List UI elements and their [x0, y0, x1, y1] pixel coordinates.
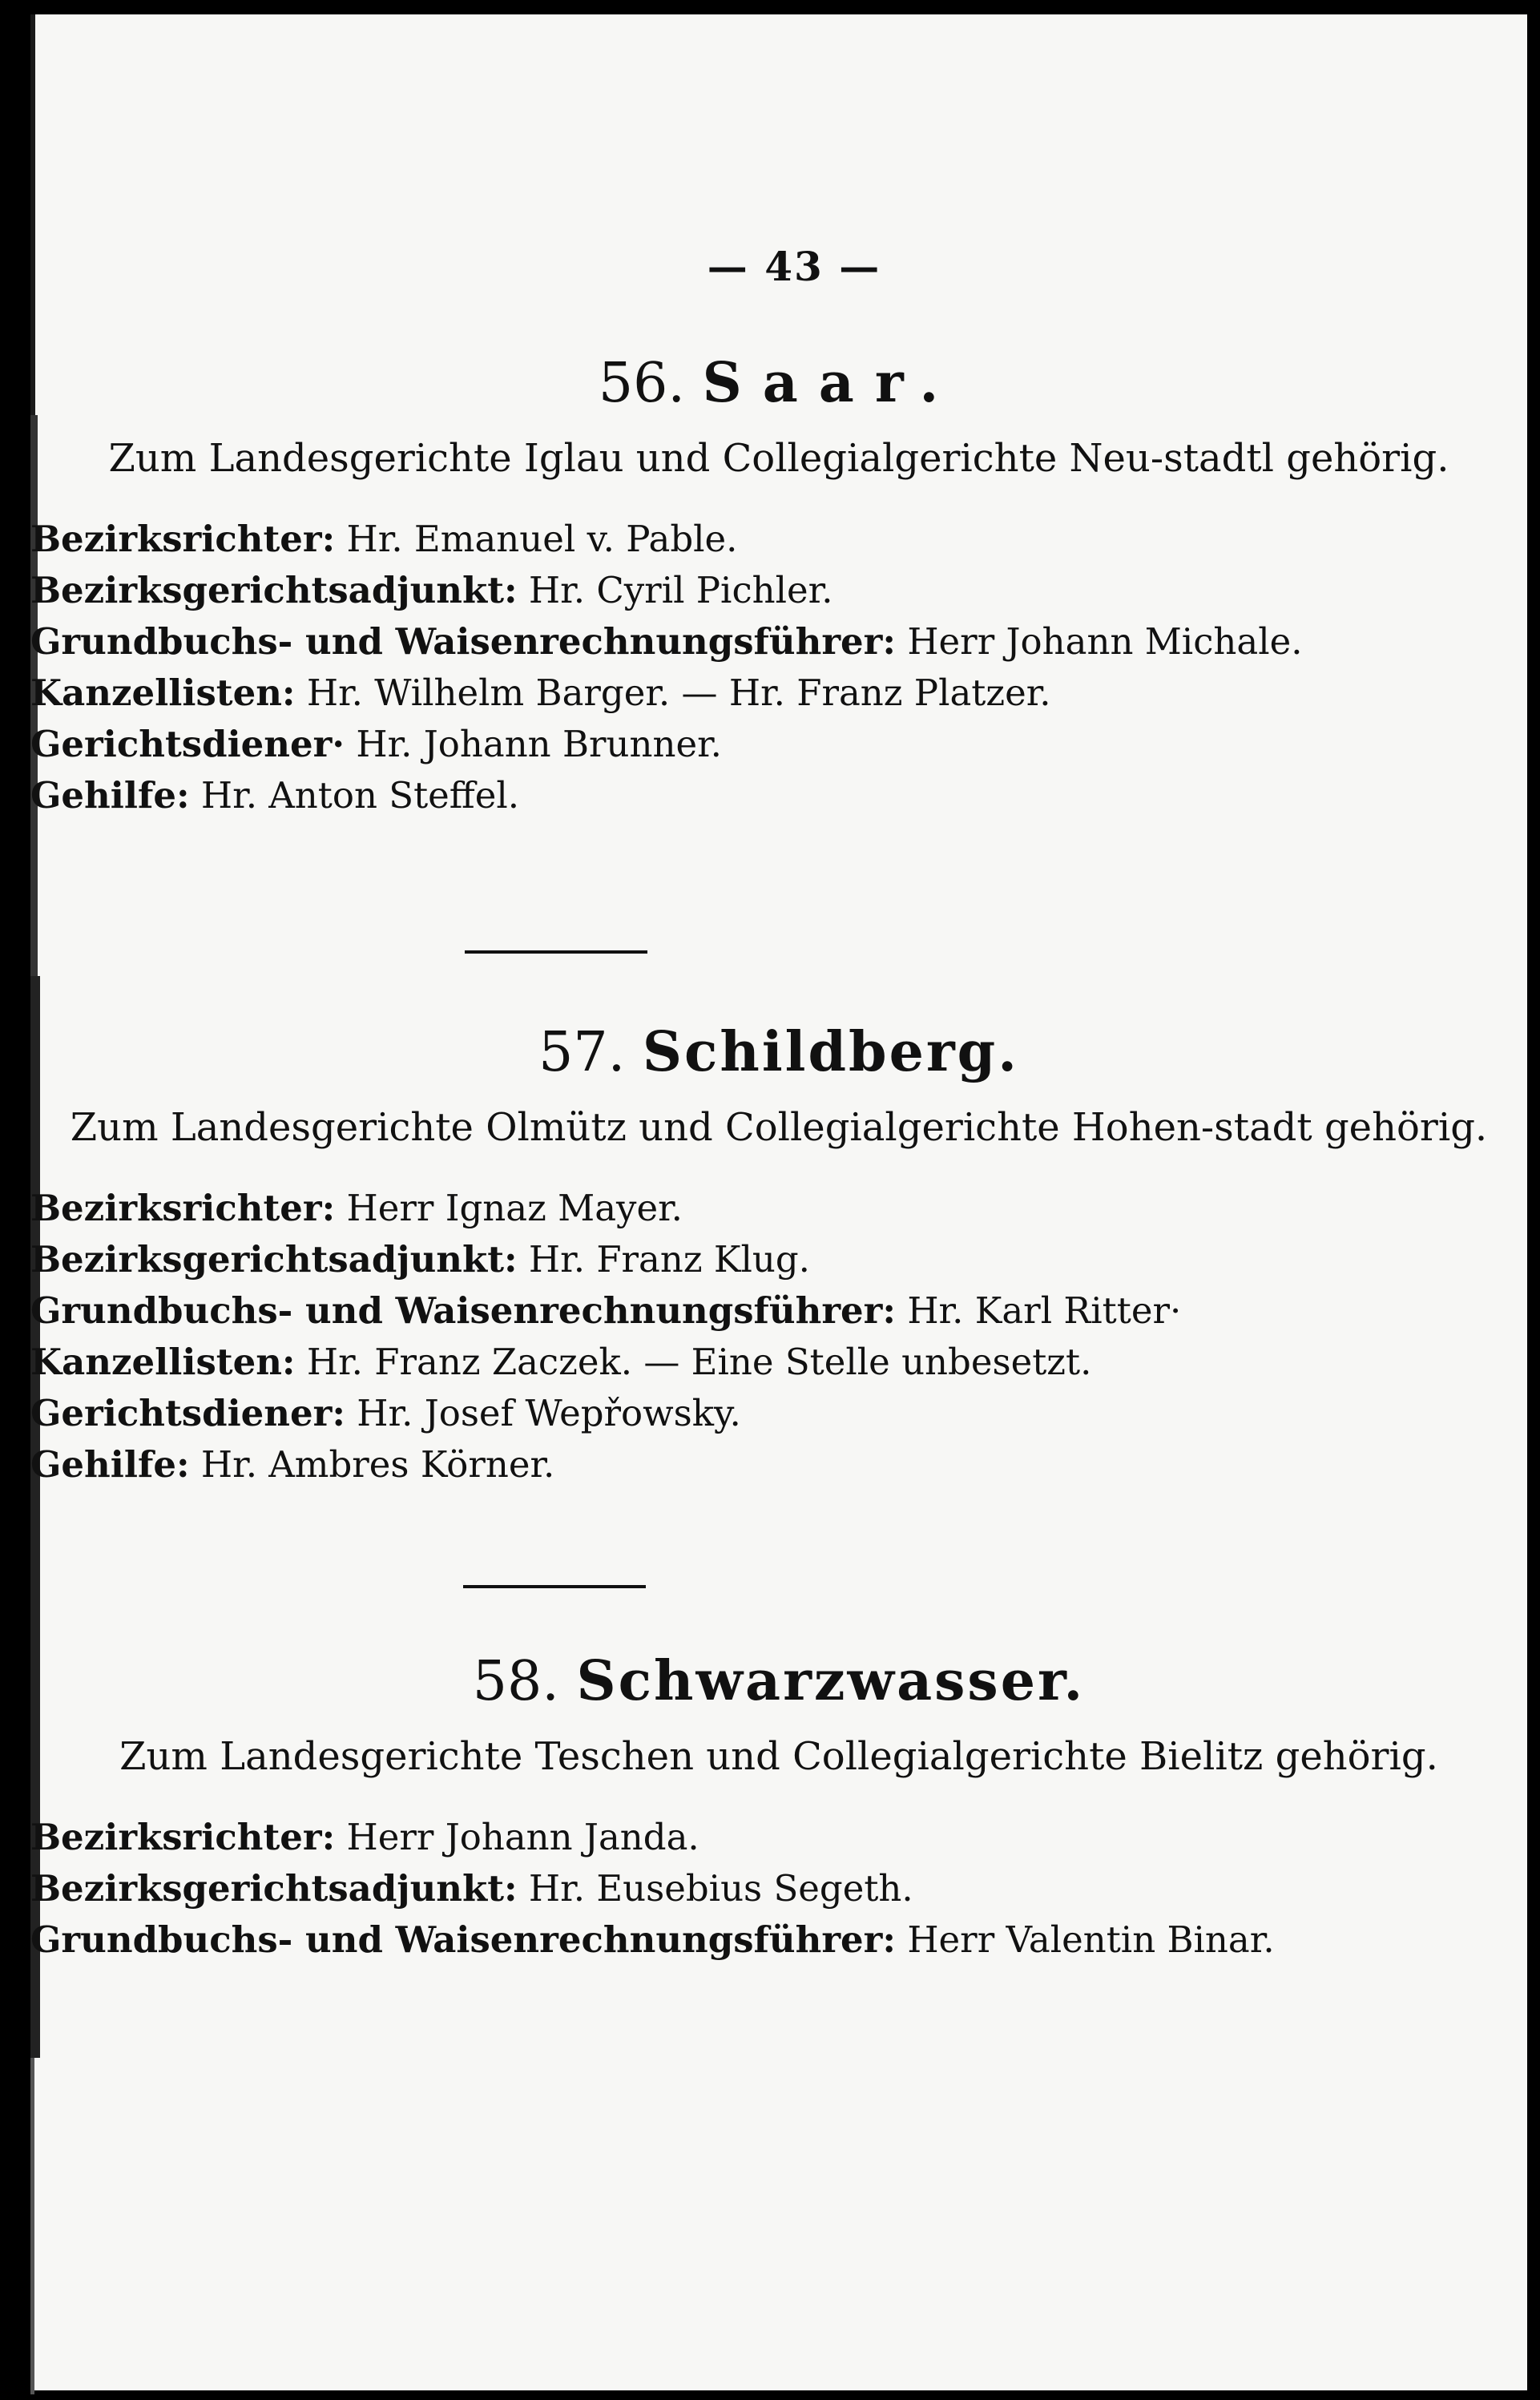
- section-number: 58.: [472, 1650, 559, 1713]
- staff-names: Hr. Ambres Körner.: [200, 1443, 555, 1486]
- staff-entry: [30, 1337, 1527, 1388]
- staff-entry: [30, 1863, 1527, 1914]
- section-place: Schildberg.: [642, 1020, 1019, 1084]
- staff-names: Hr. Eusebius Segeth.: [528, 1867, 913, 1910]
- staff-role: Kanzellisten:: [30, 672, 296, 714]
- section-heading: [30, 351, 1527, 416]
- section-place: Saar.: [702, 351, 960, 415]
- staff-role: Gerichtsdiener:: [30, 1392, 345, 1434]
- staff-names: Hr. Franz Klug.: [528, 1238, 810, 1281]
- staff-entry: [30, 770, 1527, 821]
- staff-role: Grundbuchs- und Waisenrechnungsführer:: [30, 1918, 896, 1961]
- staff-entry: [30, 1234, 1527, 1285]
- staff-entry: [30, 514, 1527, 565]
- staff-names: Hr. Anton Steffel.: [200, 774, 520, 817]
- section-schwarzwasser: [30, 1649, 1527, 1966]
- staff-names: Herr Valentin Binar.: [907, 1918, 1275, 1961]
- section-subtitle: Zum Landesgerichte Olmütz und Collegialgerichte Hohen-stadt gehörig.: [70, 1105, 1488, 1150]
- staff-names: Hr. Franz Zaczek. — Eine Stelle unbesetzt.: [306, 1341, 1092, 1383]
- staff-names: Herr Ignaz Mayer.: [346, 1187, 683, 1229]
- staff-role: Gehilfe:: [30, 774, 190, 817]
- section-heading: [30, 1020, 1527, 1085]
- staff-entry: [30, 616, 1527, 668]
- staff-names: Hr. Cyril Pichler.: [528, 569, 833, 611]
- staff-names: Hr. Johann Brunner.: [356, 723, 722, 765]
- book-page: [30, 14, 1527, 2390]
- section-place: Schwarzwasser.: [576, 1649, 1086, 1713]
- staff-entry: [30, 719, 1527, 770]
- section-subtitle: Zum Landesgerichte Teschen und Collegialgerichte Bielitz gehörig.: [119, 1734, 1438, 1779]
- staff-names: Hr. Josef Wepřowsky.: [357, 1392, 741, 1434]
- page-number: — 43 —: [707, 243, 881, 290]
- staff-entry: [30, 1285, 1527, 1337]
- staff-entry: [30, 565, 1527, 616]
- staff-entry: [30, 1914, 1527, 1966]
- binding-edge: [30, 2058, 34, 2394]
- section-divider: [465, 950, 647, 954]
- staff-role: Bezirksrichter:: [30, 1816, 336, 1858]
- staff-role: Bezirksgerichtsadjunkt:: [30, 1238, 518, 1281]
- staff-entry: [30, 1388, 1527, 1439]
- section-number: 56.: [598, 352, 686, 415]
- staff-names: Hr. Karl Ritter·: [907, 1289, 1182, 1332]
- staff-entry: [30, 668, 1527, 719]
- section-divider: [463, 1585, 646, 1588]
- staff-entry: [30, 1439, 1527, 1490]
- staff-entry: [30, 1183, 1527, 1234]
- staff-role: Gerichtsdiener·: [30, 723, 345, 765]
- section-number: 57.: [538, 1021, 626, 1084]
- section-schildberg: [30, 1020, 1527, 1490]
- section-subtitle: Zum Landesgerichte Iglau und Collegialgerichte Neu-stadtl gehörig.: [108, 436, 1449, 481]
- section-heading: [30, 1649, 1527, 1714]
- staff-role: Bezirksgerichtsadjunkt:: [30, 1867, 518, 1910]
- staff-entry: [30, 1812, 1527, 1863]
- staff-names: Herr Johann Janda.: [346, 1816, 699, 1858]
- staff-names: Hr. Emanuel v. Pable.: [346, 518, 738, 560]
- staff-role: Bezirksgerichtsadjunkt:: [30, 569, 518, 611]
- staff-role: Bezirksrichter:: [30, 518, 336, 560]
- staff-names: Hr. Wilhelm Barger. — Hr. Franz Platzer.: [306, 672, 1051, 714]
- staff-role: Grundbuchs- und Waisenrechnungsführer:: [30, 1289, 896, 1332]
- staff-role: Gehilfe:: [30, 1443, 190, 1486]
- staff-role: Grundbuchs- und Waisenrechnungsführer:: [30, 620, 896, 663]
- staff-role: Kanzellisten:: [30, 1341, 296, 1383]
- section-saar: [30, 351, 1527, 821]
- staff-names: Herr Johann Michale.: [907, 620, 1303, 663]
- staff-role: Bezirksrichter:: [30, 1187, 336, 1229]
